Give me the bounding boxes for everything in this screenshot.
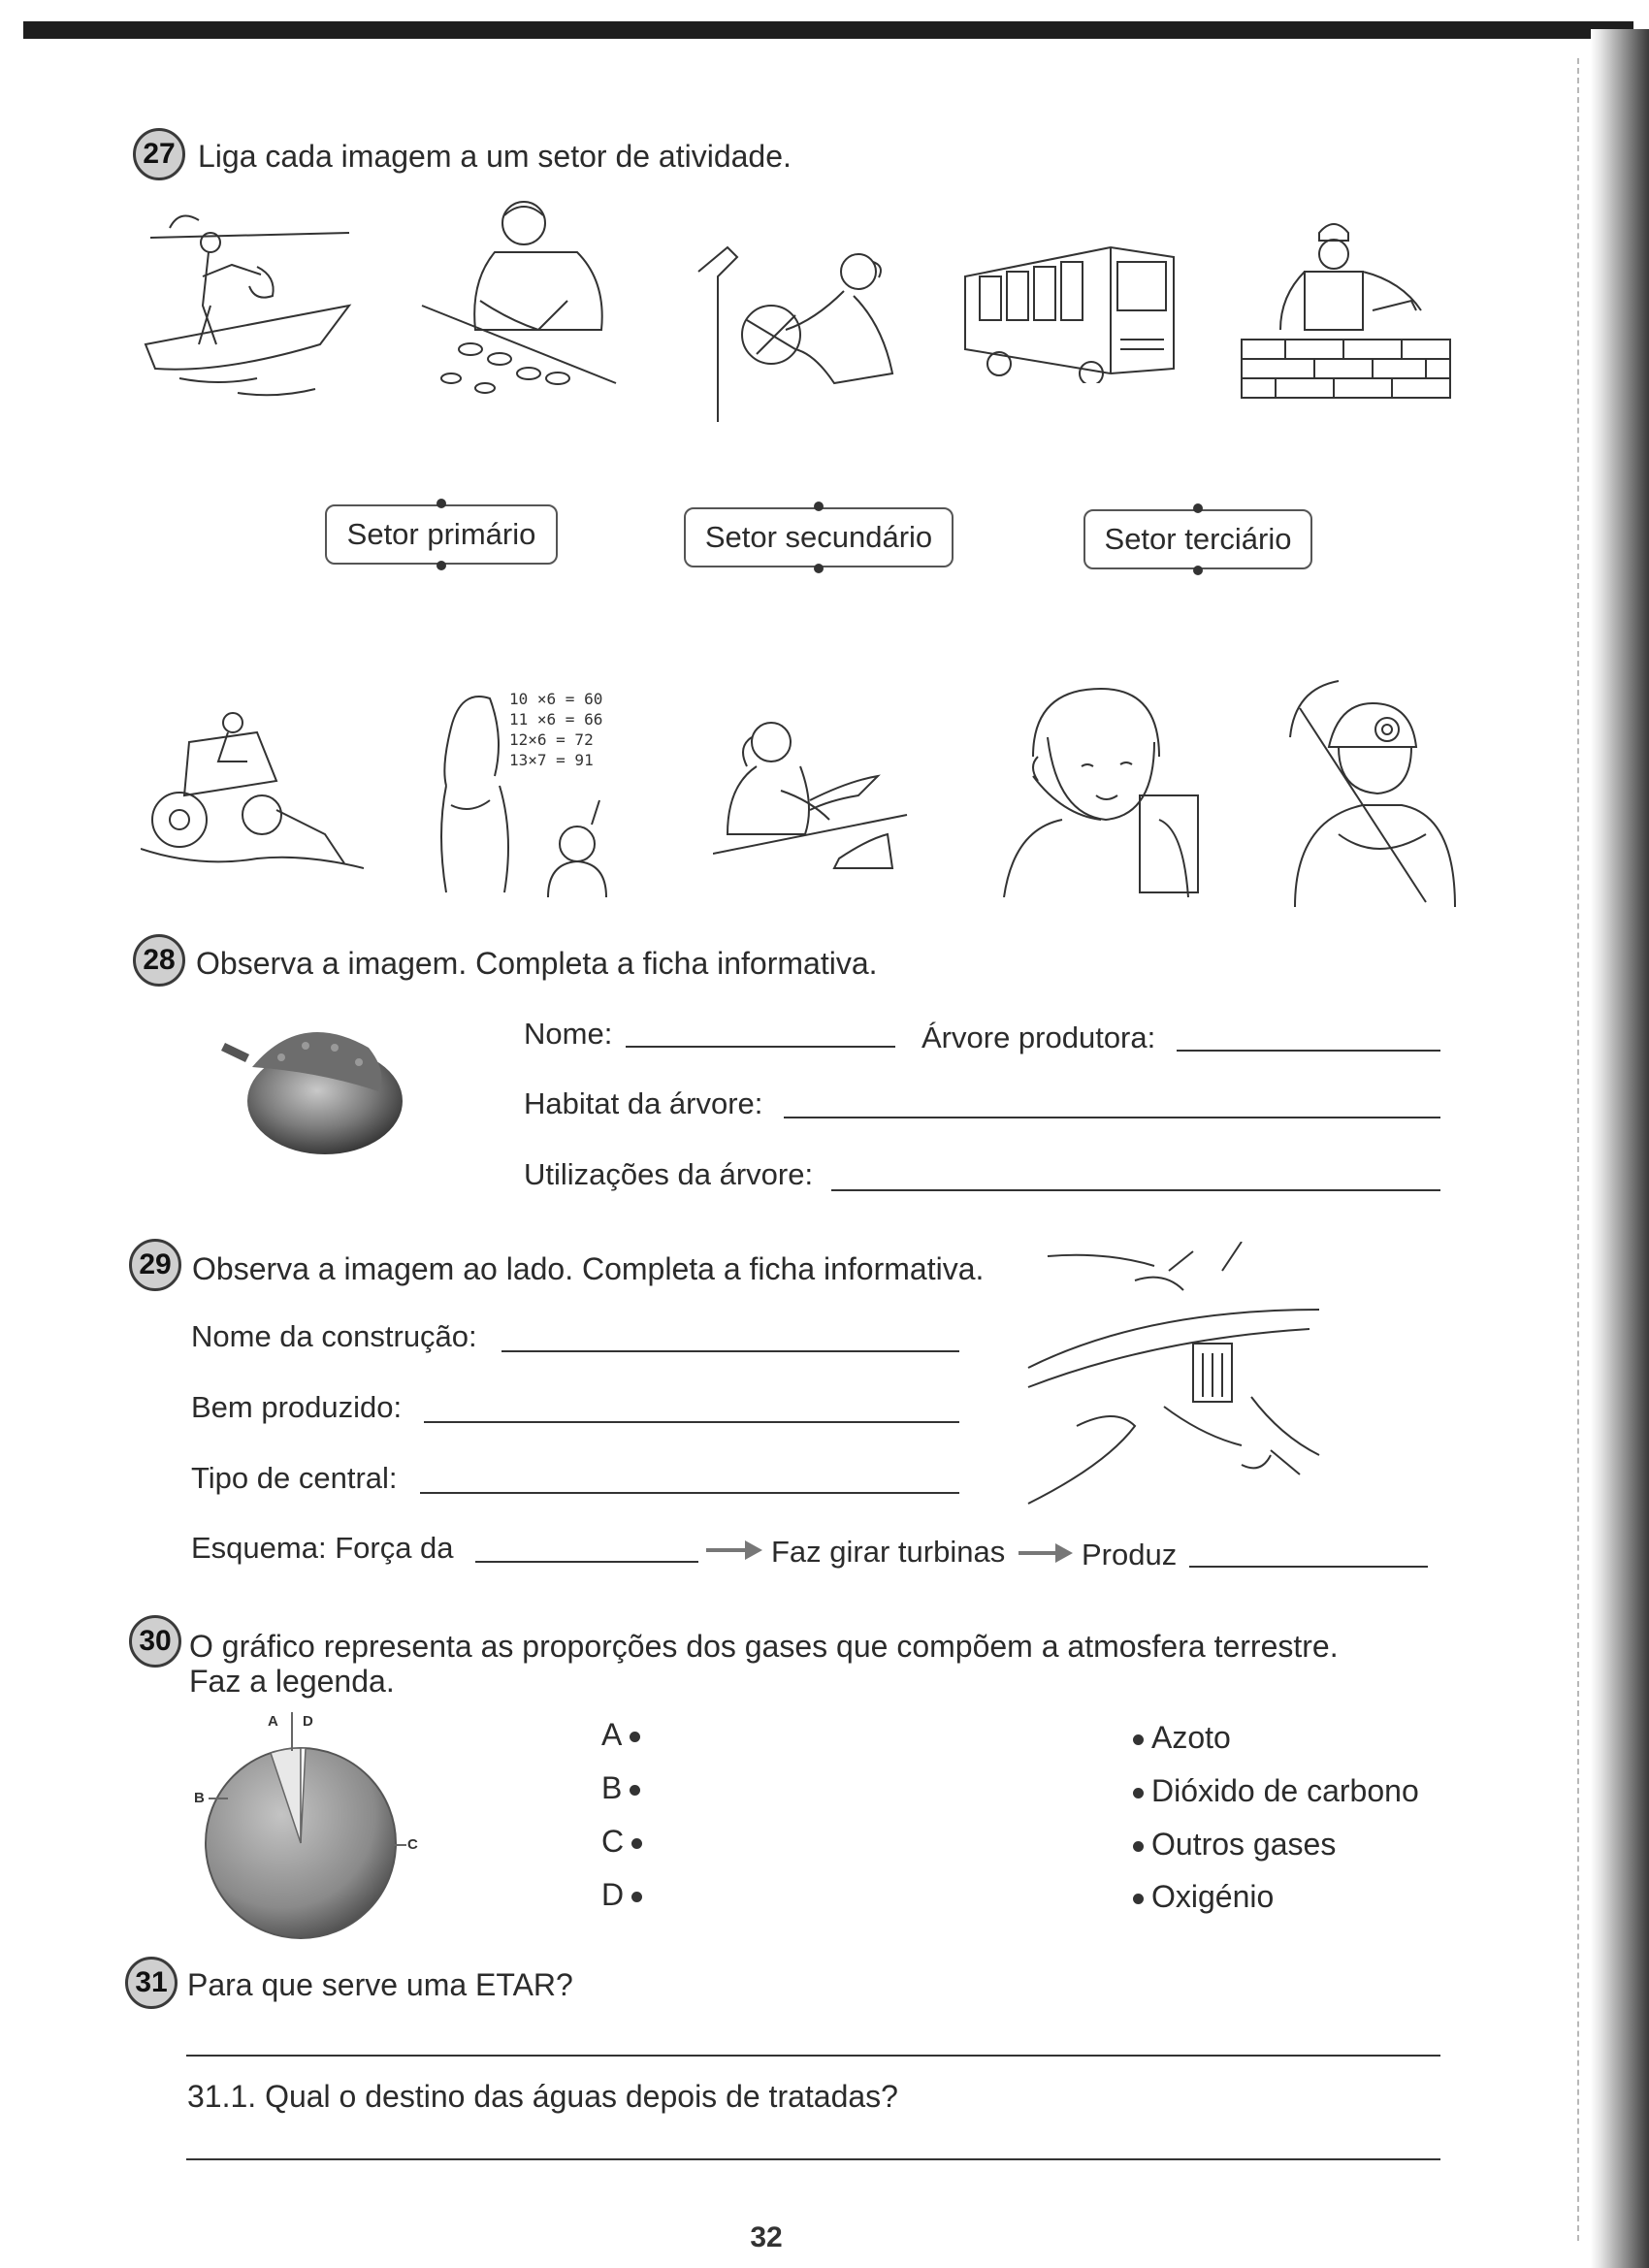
- legend-gas-label: Oxigénio: [1151, 1879, 1275, 1914]
- connector-dot[interactable]: [630, 1732, 640, 1742]
- binding-holes: [1577, 58, 1579, 2241]
- connector-dot[interactable]: [1133, 1841, 1144, 1852]
- scheme-produce-blank[interactable]: [1189, 1566, 1428, 1568]
- pie-label-a: A: [268, 1713, 278, 1730]
- connector-dot-bottom[interactable]: [814, 564, 824, 573]
- legend-gas-co2[interactable]: [1125, 1773, 1419, 1809]
- legend-letter-label: D: [601, 1877, 625, 1912]
- question-number-30: 30: [129, 1615, 181, 1668]
- atmosphere-pie-chart: [199, 1736, 412, 1950]
- baker-icon[interactable]: [412, 194, 635, 412]
- question-number-29: 29: [129, 1239, 181, 1291]
- sector-primary-label: Setor primário: [346, 517, 536, 551]
- teacher-icon[interactable]: [422, 679, 630, 897]
- legend-letter-c[interactable]: [601, 1824, 650, 1860]
- connector-dot-bottom[interactable]: [436, 561, 446, 570]
- question-number-28: 28: [133, 934, 185, 987]
- question-31-text: Para que serve uma ETAR?: [187, 1967, 573, 2002]
- tractor-icon[interactable]: [141, 703, 364, 873]
- pie-label-line: [209, 1798, 228, 1799]
- sector-secondary-label: Setor secundário: [704, 520, 933, 554]
- field-label-habitat: Habitat da árvore:: [524, 1086, 763, 1120]
- bricklayer-icon[interactable]: [1237, 213, 1455, 407]
- page-number: 32: [750, 2221, 783, 2253]
- board-line: 10 ×6 = 60: [509, 690, 603, 708]
- field-label-name: Nome:: [524, 1017, 613, 1051]
- connector-dot-top[interactable]: [1193, 503, 1203, 513]
- answer-line-31-1[interactable]: [186, 2158, 1440, 2160]
- sector-secondary[interactable]: [684, 507, 954, 567]
- field-tree-blank[interactable]: [1177, 1050, 1440, 1052]
- field-good-blank[interactable]: [424, 1421, 959, 1423]
- page-spine-shadow: [1591, 29, 1649, 2268]
- field-label-plant-type: Tipo de central:: [191, 1461, 398, 1495]
- fisherman-icon[interactable]: [141, 199, 364, 412]
- field-label-uses: Utilizações da árvore:: [524, 1157, 814, 1191]
- shoemaker-icon[interactable]: [713, 713, 922, 888]
- arrow-right-icon: [706, 1539, 764, 1562]
- field-label-construction: Nome da construção:: [191, 1319, 477, 1353]
- pie-label-d: D: [303, 1713, 313, 1730]
- board-line: 13×7 = 91: [509, 751, 594, 769]
- field-plant-type-blank[interactable]: [420, 1492, 959, 1494]
- pie-label-line: [291, 1712, 293, 1751]
- scheme-mid: Faz girar turbinas: [771, 1535, 1006, 1569]
- factory-worker-icon[interactable]: [689, 243, 912, 422]
- connector-dot[interactable]: [631, 1838, 642, 1849]
- scheme-force-blank[interactable]: [475, 1561, 698, 1563]
- sector-primary[interactable]: [325, 504, 558, 565]
- call-operator-icon[interactable]: [994, 679, 1203, 897]
- connector-dot-bottom[interactable]: [1193, 566, 1203, 575]
- legend-gas-oxygen[interactable]: [1125, 1879, 1274, 1915]
- connector-dot-top[interactable]: [814, 502, 824, 511]
- pie-label-c: C: [407, 1836, 418, 1853]
- answer-line-31[interactable]: [186, 2055, 1440, 2057]
- connector-dot[interactable]: [630, 1785, 640, 1796]
- scheme-end: Produz: [1082, 1538, 1178, 1571]
- arrow-right-icon: [1018, 1541, 1075, 1565]
- field-uses-blank[interactable]: [831, 1189, 1440, 1191]
- legend-letter-label: B: [601, 1770, 623, 1805]
- field-label-good: Bem produzido:: [191, 1390, 403, 1424]
- bus-icon[interactable]: [960, 238, 1179, 383]
- legend-letter-label: C: [601, 1824, 625, 1859]
- question-27-text: Liga cada imagem a um setor de atividade.: [198, 139, 792, 174]
- question-28-text: Observa a imagem. Completa a ficha informativa.: [196, 946, 878, 981]
- pie-label-b: B: [194, 1790, 205, 1806]
- pie-label-line: [393, 1844, 406, 1846]
- legend-gas-others[interactable]: [1125, 1827, 1336, 1863]
- question-30-text-line1: O gráfico representa as proporções dos gases que compõem a atmosfera terrestre.: [189, 1629, 1339, 1664]
- board-line: 11 ×6 = 66: [509, 710, 603, 729]
- connector-dot[interactable]: [1133, 1734, 1144, 1745]
- legend-letter-a[interactable]: [601, 1717, 648, 1753]
- legend-gas-label: Azoto: [1151, 1720, 1231, 1755]
- legend-letter-d[interactable]: [601, 1877, 650, 1913]
- acorn-icon: [213, 1009, 407, 1159]
- board-line: 12×6 = 72: [509, 730, 594, 749]
- connector-dot-top[interactable]: [436, 499, 446, 508]
- legend-letter-label: A: [601, 1717, 623, 1752]
- scheme-label: Esquema: Força da: [191, 1531, 454, 1565]
- sector-tertiary-label: Setor terciário: [1104, 522, 1292, 556]
- legend-gas-label: Outros gases: [1151, 1827, 1337, 1862]
- question-29-text: Observa a imagem ao lado. Completa a ficha informativa.: [192, 1251, 985, 1286]
- miner-icon[interactable]: [1280, 679, 1460, 907]
- connector-dot[interactable]: [1133, 1788, 1144, 1798]
- question-number-31: 31: [125, 1957, 178, 2009]
- question-number-27: 27: [133, 128, 185, 180]
- field-label-tree: Árvore produtora:: [922, 1021, 1156, 1054]
- field-construction-blank[interactable]: [501, 1350, 959, 1352]
- field-name-blank[interactable]: [626, 1046, 895, 1048]
- legend-letter-b[interactable]: [601, 1770, 648, 1806]
- dam-icon: [1018, 1242, 1324, 1513]
- question-31-1-text: 31.1. Qual o destino das águas depois de tratadas?: [187, 2079, 898, 2114]
- connector-dot[interactable]: [631, 1892, 642, 1902]
- field-habitat-blank[interactable]: [784, 1117, 1440, 1118]
- legend-gas-label: Dióxido de carbono: [1151, 1773, 1419, 1808]
- legend-gas-azoto[interactable]: [1125, 1720, 1231, 1756]
- question-30-text-line2: Faz a legenda.: [189, 1664, 395, 1699]
- connector-dot[interactable]: [1133, 1894, 1144, 1904]
- page-top-edge: [23, 21, 1633, 39]
- sector-tertiary[interactable]: [1083, 509, 1312, 569]
